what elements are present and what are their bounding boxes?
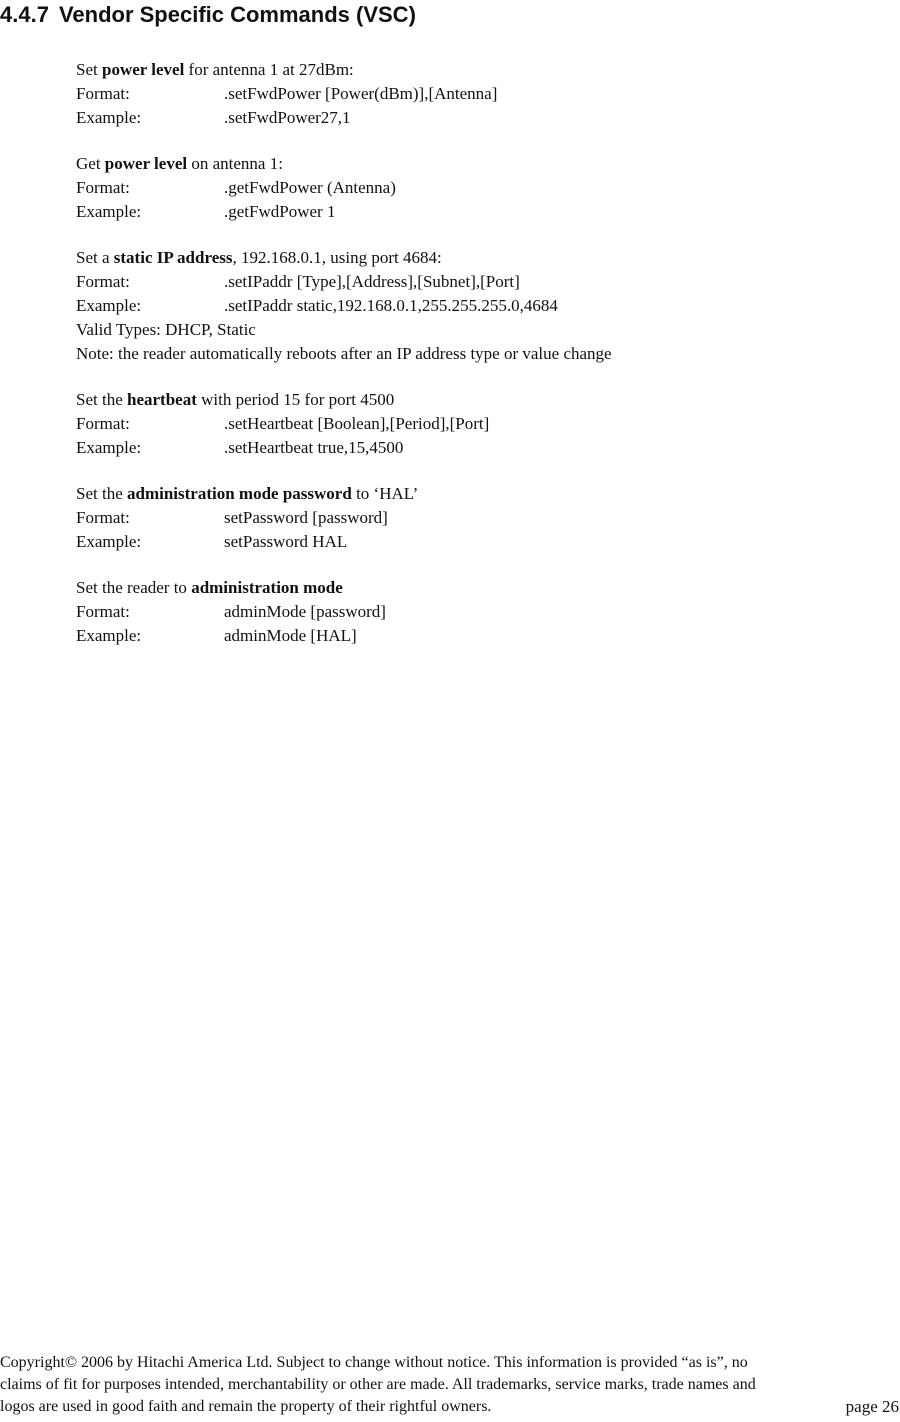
format-line — [76, 82, 876, 106]
command-keyword: power level — [101, 60, 185, 79]
format-value: .setIPaddr [Type],[Address],[Subnet],[Port] — [224, 272, 520, 291]
example-label: Example: — [76, 532, 142, 551]
format-label: Format: — [76, 414, 130, 433]
example-label: Example: — [76, 626, 142, 645]
example-label: Example: — [76, 108, 142, 127]
command-keyword: power level — [104, 154, 188, 173]
example-line — [76, 624, 876, 648]
format-line — [76, 270, 876, 294]
copyright-line-3: logos are used in good faith and remain the property of their rightful owners. — [0, 1398, 492, 1415]
format-label: Format: — [76, 272, 130, 291]
example-line — [76, 436, 876, 460]
copyright-line-2: claims of fit for purposes intended, merchantability or other are made. All trademarks, service marks, trade names and — [0, 1376, 756, 1393]
example-value: .setHeartbeat true,15,4500 — [224, 438, 404, 457]
command-intro: Get power level on antenna 1: — [76, 154, 283, 173]
command-block-set-power — [76, 58, 876, 130]
command-block-static-ip — [76, 246, 876, 366]
section-number: 4.4.7 — [0, 2, 49, 27]
format-value: .setFwdPower [Power(dBm)],[Antenna] — [224, 84, 498, 103]
format-line — [76, 412, 876, 436]
command-keyword: static IP address — [113, 248, 233, 267]
example-value: .getFwdPower 1 — [224, 202, 336, 221]
example-line — [76, 106, 876, 130]
command-intro: Set the reader to administration mode — [76, 578, 343, 597]
format-value: .setHeartbeat [Boolean],[Period],[Port] — [224, 414, 490, 433]
format-value: adminMode [password] — [224, 602, 386, 621]
reboot-note: Note: the reader automatically reboots after an IP address type or value change — [76, 344, 612, 363]
format-value: setPassword [password] — [224, 508, 388, 527]
command-intro: Set power level for antenna 1 at 27dBm: — [76, 60, 354, 79]
command-intro: Set a static IP address, 192.168.0.1, using port 4684: — [76, 248, 442, 267]
command-keyword: administration mode password — [127, 484, 352, 503]
example-value: adminMode [HAL] — [224, 626, 357, 645]
command-block-get-power — [76, 152, 876, 224]
section-heading — [0, 0, 416, 30]
example-label: Example: — [76, 202, 142, 221]
command-keyword: heartbeat — [127, 390, 197, 409]
command-keyword: administration mode — [191, 578, 343, 597]
command-intro: Set the administration mode password to ‘HAL’ — [76, 484, 419, 503]
valid-types-note: Valid Types: DHCP, Static — [76, 320, 256, 339]
format-line — [76, 600, 876, 624]
copyright-line-1: Copyright© 2006 by Hitachi America Ltd. Subject to change without notice. This information is provided “as is”, no — [0, 1354, 748, 1371]
format-line — [76, 506, 876, 530]
format-label: Format: — [76, 602, 130, 621]
example-value: .setFwdPower27,1 — [224, 108, 351, 127]
format-label: Format: — [76, 508, 130, 527]
page-number: page 26 — [845, 1397, 899, 1416]
copyright-footer — [0, 1352, 900, 1418]
format-label: Format: — [76, 84, 130, 103]
command-list — [76, 58, 876, 670]
example-label: Example: — [76, 296, 142, 315]
format-value: .getFwdPower (Antenna) — [224, 178, 396, 197]
command-intro: Set the heartbeat with period 15 for port 4500 — [76, 390, 395, 409]
example-line — [76, 200, 876, 224]
command-block-admin-password — [76, 482, 876, 554]
example-line — [76, 294, 876, 318]
format-line — [76, 176, 876, 200]
example-value: setPassword HAL — [224, 532, 348, 551]
section-title: Vendor Specific Commands (VSC) — [58, 2, 416, 27]
format-label: Format: — [76, 178, 130, 197]
example-value: .setIPaddr static,192.168.0.1,255.255.255.0,4684 — [224, 296, 558, 315]
example-label: Example: — [76, 438, 142, 457]
command-block-admin-mode — [76, 576, 876, 648]
example-line — [76, 530, 876, 554]
command-block-heartbeat — [76, 388, 876, 460]
